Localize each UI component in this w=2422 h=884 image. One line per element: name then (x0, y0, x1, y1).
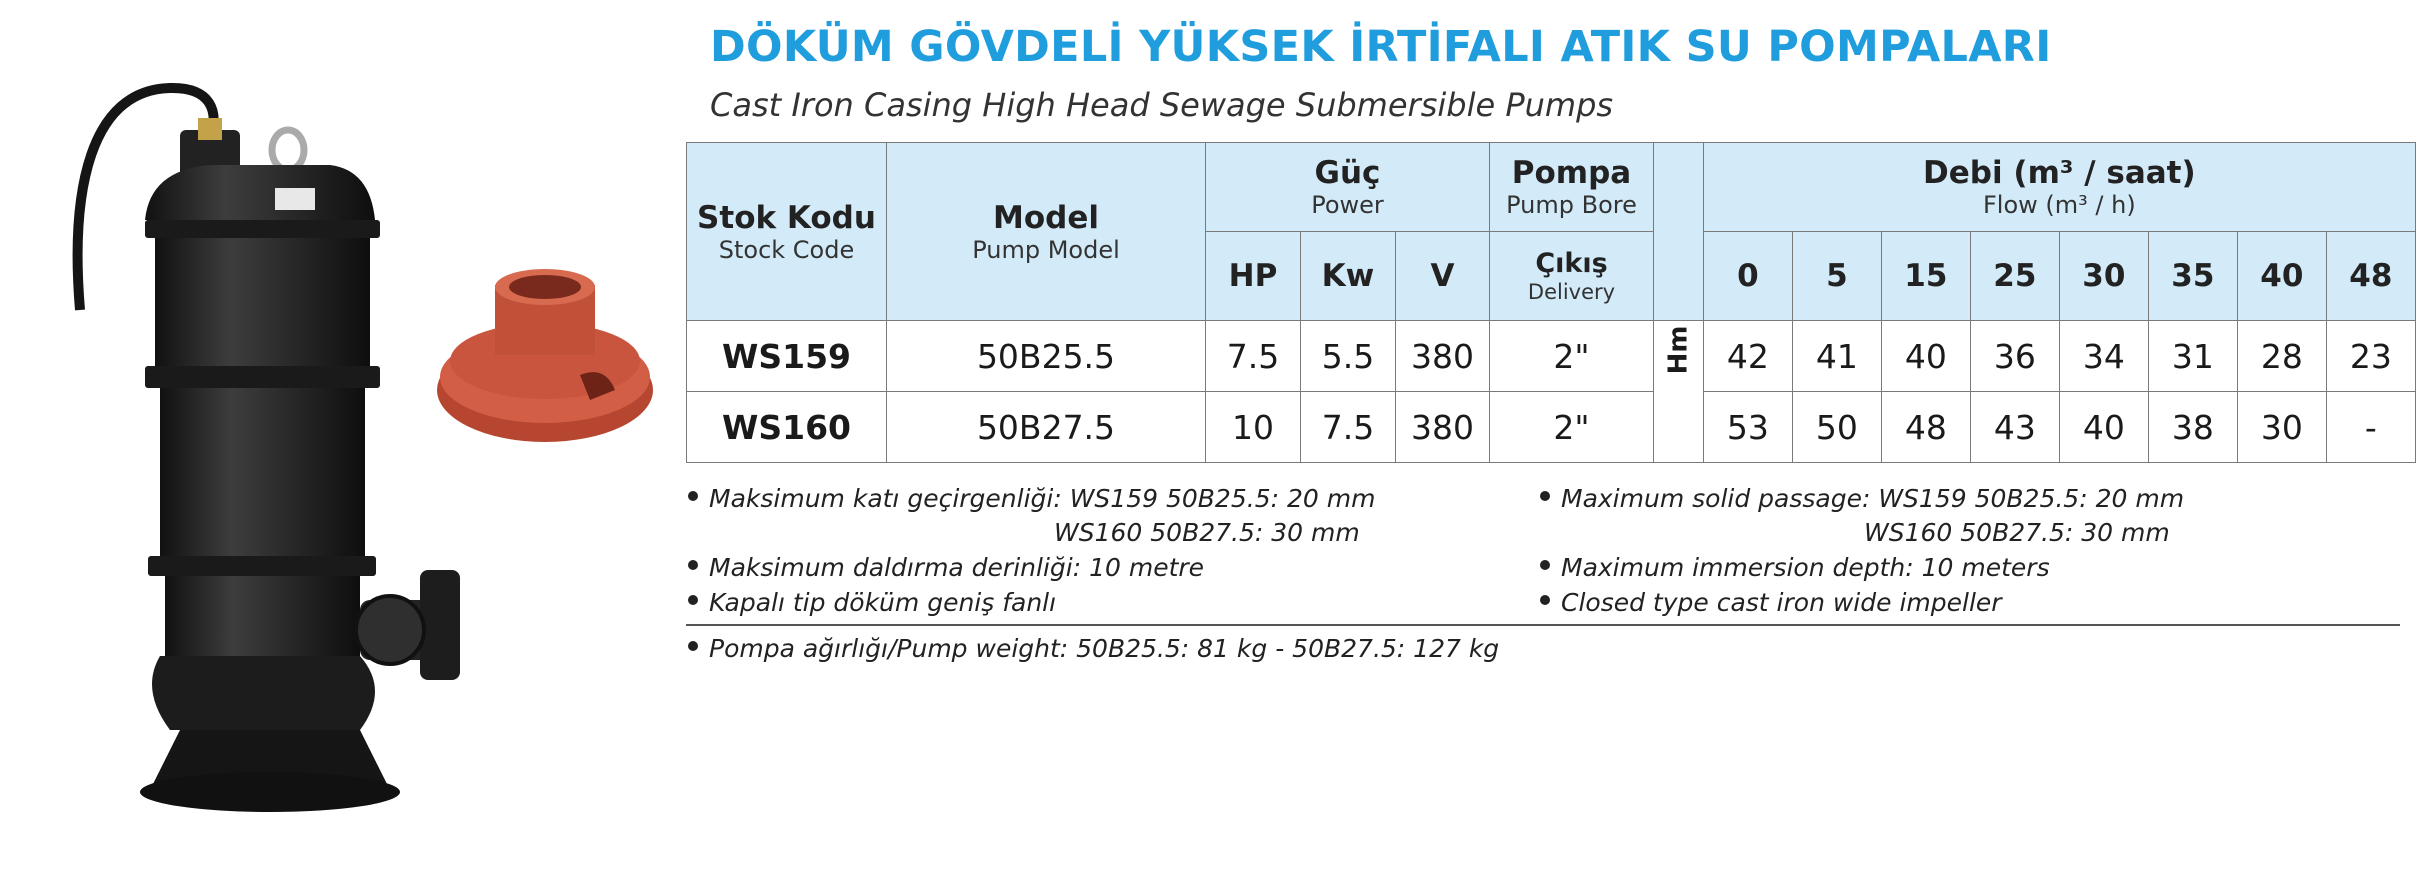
note-en-solid-passage-2: WS160 50B27.5: 30 mm (1864, 518, 2170, 547)
header-spacer (1654, 143, 1704, 321)
note-en-solid-passage (1540, 484, 2184, 514)
row-head: 36 (1970, 321, 2059, 392)
row-stock-code: WS159 (687, 321, 887, 392)
header-model-en: Pump Model (972, 235, 1120, 264)
bullet-icon (688, 491, 698, 501)
row-v: 380 (1396, 392, 1490, 463)
row-head: 31 (2148, 321, 2237, 392)
header-flow-30: 30 (2059, 232, 2148, 321)
note-en-impeller (1540, 588, 2002, 618)
table-row (687, 392, 2416, 463)
header-delivery-en: Delivery (1527, 280, 1616, 304)
header-flow-48: 48 (2326, 232, 2415, 321)
note-text: Maximum immersion depth: 10 meters (1561, 553, 2050, 582)
table-row (687, 321, 2416, 392)
note-tr-impeller (688, 588, 1056, 618)
header-flow-25: 25 (1970, 232, 2059, 321)
header-power (1206, 143, 1490, 232)
row-kw: 5.5 (1301, 321, 1396, 392)
row-head: 34 (2059, 321, 2148, 392)
spec-table (686, 142, 2416, 463)
header-flow-en: Flow (m³ / h) (1983, 191, 2136, 219)
header-flow (1703, 143, 2415, 232)
row-hp: 7.5 (1206, 321, 1301, 392)
header-stock-code-tr: Stok Kodu (697, 199, 876, 236)
row-head: 40 (1881, 321, 1970, 392)
bullet-icon (1540, 560, 1550, 570)
row-v: 380 (1396, 321, 1490, 392)
header-flow-40: 40 (2237, 232, 2326, 321)
header-flow-35: 35 (2148, 232, 2237, 321)
header-pump (1490, 143, 1654, 232)
note-tr-immersion (688, 553, 1204, 583)
pump-image (60, 70, 480, 830)
row-head: 40 (2059, 392, 2148, 463)
header-flow-15: 15 (1881, 232, 1970, 321)
header-power-tr: Güç (1314, 155, 1381, 191)
row-head: 28 (2237, 321, 2326, 392)
row-kw: 7.5 (1301, 392, 1396, 463)
row-head: 30 (2237, 392, 2326, 463)
page-subtitle: Cast Iron Casing High Head Sewage Submersible Pumps (710, 86, 1614, 124)
header-flow-0: 0 (1703, 232, 1792, 321)
head-label-cell (1654, 321, 1704, 463)
header-power-en: Power (1311, 191, 1384, 219)
row-head: 53 (1703, 392, 1792, 463)
head-label: Hm (1663, 325, 1694, 375)
header-flow-tr: Debi (m³ / saat) (1923, 155, 2196, 191)
header-hp: HP (1206, 232, 1301, 321)
row-stock-code: WS160 (687, 392, 887, 463)
row-head: 41 (1792, 321, 1881, 392)
bullet-icon (1540, 491, 1550, 501)
row-head: 38 (2148, 392, 2237, 463)
row-head: 43 (1970, 392, 2059, 463)
row-hp: 10 (1206, 392, 1301, 463)
note-tr-solid-passage (688, 484, 1375, 514)
bullet-icon (1540, 595, 1550, 605)
row-head: 23 (2326, 321, 2415, 392)
divider (686, 624, 2400, 626)
row-head: 50 (1792, 392, 1881, 463)
header-pump-en: Pump Bore (1506, 191, 1637, 219)
header-v: V (1396, 232, 1490, 321)
row-delivery: 2" (1490, 321, 1654, 392)
impeller-image (430, 265, 660, 450)
bullet-icon (688, 595, 698, 605)
header-model (887, 143, 1206, 321)
bullet-icon (688, 641, 698, 651)
header-stock-code (687, 143, 887, 321)
bullet-icon (688, 560, 698, 570)
header-pump-tr: Pompa (1511, 155, 1632, 191)
note-text: Pompa ağırlığı/Pump weight: 50B25.5: 81 kg - 50B27.5: 127 kg (709, 634, 1500, 663)
header-kw: Kw (1301, 232, 1396, 321)
header-stock-code-en: Stock Code (718, 235, 855, 264)
note-tr-solid-passage-2: WS160 50B27.5: 30 mm (1054, 518, 1360, 547)
note-text: Kapalı tip döküm geniş fanlı (709, 588, 1057, 617)
row-model: 50B27.5 (887, 392, 1206, 463)
header-model-tr: Model (993, 199, 1099, 236)
note-text: Maksimum katı geçirgenliği: WS159 50B25.5: 20 mm (709, 484, 1376, 513)
note-weight (688, 634, 1499, 664)
row-head: - (2326, 392, 2415, 463)
note-text: Closed type cast iron wide impeller (1561, 588, 2002, 617)
row-head: 48 (1881, 392, 1970, 463)
header-delivery-tr: Çıkış (1535, 248, 1608, 279)
row-model: 50B25.5 (887, 321, 1206, 392)
row-delivery: 2" (1490, 392, 1654, 463)
note-en-immersion (1540, 553, 2050, 583)
note-text: Maksimum daldırma derinliği: 10 metre (709, 553, 1205, 582)
header-flow-5: 5 (1792, 232, 1881, 321)
header-delivery (1490, 232, 1654, 321)
note-text: Maximum solid passage: WS159 50B25.5: 20 mm (1561, 484, 2185, 513)
page-title: DÖKÜM GÖVDELİ YÜKSEK İRTİFALI ATIK SU POMPALARI (710, 22, 2052, 72)
row-head: 42 (1703, 321, 1792, 392)
